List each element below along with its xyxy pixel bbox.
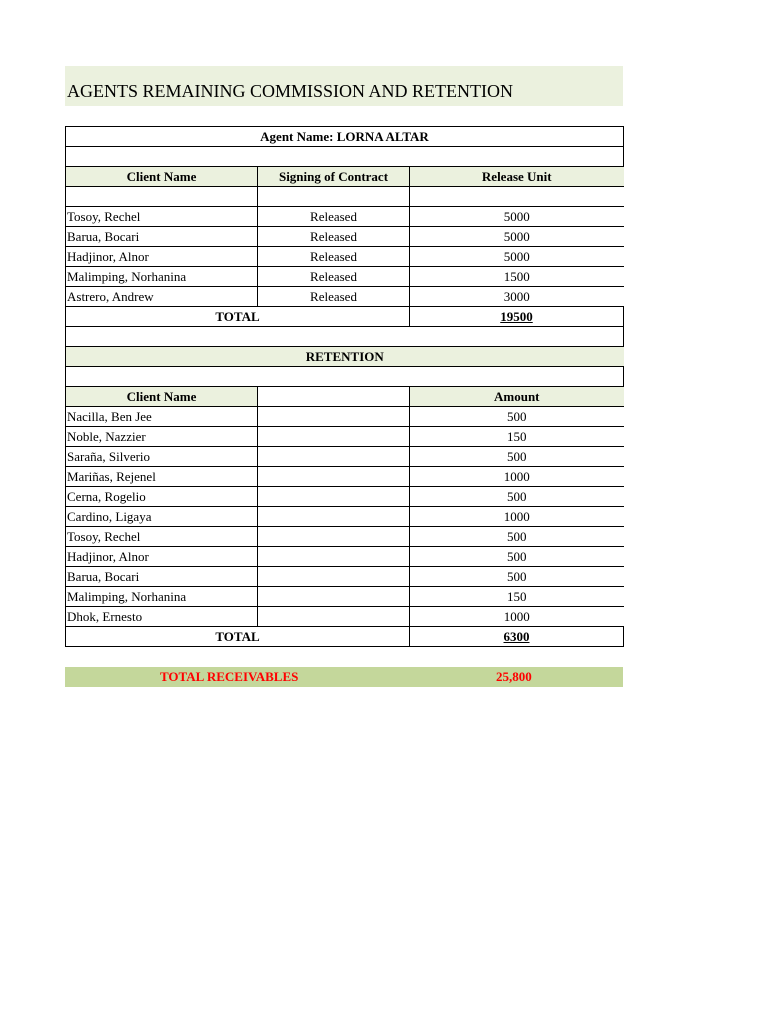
blank-cell [258, 467, 410, 487]
table-row [66, 587, 624, 607]
client-name-cell: Saraña, Silverio [66, 447, 258, 467]
amount-cell: 150 [410, 587, 624, 607]
client-name-cell: Cardino, Ligaya [66, 507, 258, 527]
amount-cell: 500 [410, 547, 624, 567]
client-name-cell: Tosoy, Rechel [66, 527, 258, 547]
signing-status-cell: Released [258, 287, 410, 307]
table-row [66, 567, 624, 587]
client-name-cell: Hadjinor, Alnor [66, 247, 258, 267]
client-name-cell: Dhok, Ernesto [66, 607, 258, 627]
signing-status-cell: Released [258, 207, 410, 227]
table-row [66, 467, 624, 487]
table-row [66, 427, 624, 447]
commission-total-label: TOTAL [66, 307, 410, 327]
client-name-cell: Hadjinor, Alnor [66, 547, 258, 567]
blank-cell [258, 507, 410, 527]
blank-cell [258, 487, 410, 507]
release-unit-cell: 3000 [410, 287, 624, 307]
table-row [66, 507, 624, 527]
commission-total-value: 19500 [410, 307, 624, 327]
amount-cell: 500 [410, 527, 624, 547]
header-client-name: Client Name [66, 387, 258, 407]
release-unit-cell: 5000 [410, 247, 624, 267]
amount-cell: 500 [410, 447, 624, 467]
amount-cell: 1000 [410, 607, 624, 627]
blank-cell [66, 147, 624, 167]
client-name-cell: Malimping, Norhanina [66, 587, 258, 607]
client-name-cell: Barua, Bocari [66, 227, 258, 247]
blank-cell [66, 327, 624, 347]
table-row [66, 527, 624, 547]
spacer-row [66, 187, 624, 207]
table-row [66, 207, 624, 227]
retention-total-row [66, 627, 624, 647]
spacer-row [66, 367, 624, 387]
signing-status-cell: Released [258, 267, 410, 287]
blank-cell [410, 187, 624, 207]
retention-total-label: TOTAL [66, 627, 410, 647]
amount-cell: 150 [410, 427, 624, 447]
blank-cell [258, 447, 410, 467]
signing-status-cell: Released [258, 227, 410, 247]
client-name-cell: Noble, Nazzier [66, 427, 258, 447]
report-title-band [65, 66, 623, 106]
agent-name-cell: Agent Name: LORNA ALTAR [66, 127, 624, 147]
blank-header-cell [258, 387, 410, 407]
client-name-cell: Mariñas, Rejenel [66, 467, 258, 487]
blank-cell [258, 567, 410, 587]
table-row [66, 607, 624, 627]
total-receivables-label: TOTAL RECEIVABLES [160, 669, 299, 684]
amount-cell: 500 [410, 567, 624, 587]
retention-title-row [66, 347, 624, 367]
signing-status-cell: Released [258, 247, 410, 267]
header-amount: Amount [410, 387, 624, 407]
header-signing-of-contract: Signing of Contract [258, 167, 410, 187]
table-row [66, 447, 624, 467]
table-row [66, 407, 624, 427]
blank-cell [258, 527, 410, 547]
total-receivables-value: 25,800 [496, 669, 532, 684]
blank-cell [258, 187, 410, 207]
client-name-cell: Barua, Bocari [66, 567, 258, 587]
amount-cell: 1000 [410, 507, 624, 527]
spacer-row [66, 147, 624, 167]
retention-section-title: RETENTION [66, 347, 624, 367]
spacer-row [66, 327, 624, 347]
commission-total-row [66, 307, 624, 327]
blank-cell [258, 607, 410, 627]
agent-name-row [66, 127, 624, 147]
client-name-cell: Astrero, Andrew [66, 287, 258, 307]
total-receivables-bar [65, 667, 623, 687]
commission-retention-table [65, 126, 624, 647]
client-name-cell: Malimping, Norhanina [66, 267, 258, 287]
commission-header-row [66, 167, 624, 187]
retention-total-value: 6300 [410, 627, 624, 647]
table-row [66, 247, 624, 267]
header-release-unit: Release Unit [410, 167, 624, 187]
blank-cell [258, 547, 410, 567]
table-row [66, 267, 624, 287]
table-row [66, 547, 624, 567]
release-unit-cell: 1500 [410, 267, 624, 287]
blank-cell [66, 187, 258, 207]
blank-cell [66, 367, 624, 387]
report-title: AGENTS REMAINING COMMISSION AND RETENTION [67, 81, 513, 101]
table-body [66, 127, 624, 647]
client-name-cell: Cerna, Rogelio [66, 487, 258, 507]
client-name-cell: Nacilla, Ben Jee [66, 407, 258, 427]
retention-header-row [66, 387, 624, 407]
blank-cell [258, 407, 410, 427]
blank-cell [258, 427, 410, 447]
table-row [66, 227, 624, 247]
release-unit-cell: 5000 [410, 207, 624, 227]
release-unit-cell: 5000 [410, 227, 624, 247]
table-row [66, 287, 624, 307]
blank-cell [258, 587, 410, 607]
header-client-name: Client Name [66, 167, 258, 187]
amount-cell: 500 [410, 487, 624, 507]
client-name-cell: Tosoy, Rechel [66, 207, 258, 227]
amount-cell: 500 [410, 407, 624, 427]
table-row [66, 487, 624, 507]
amount-cell: 1000 [410, 467, 624, 487]
